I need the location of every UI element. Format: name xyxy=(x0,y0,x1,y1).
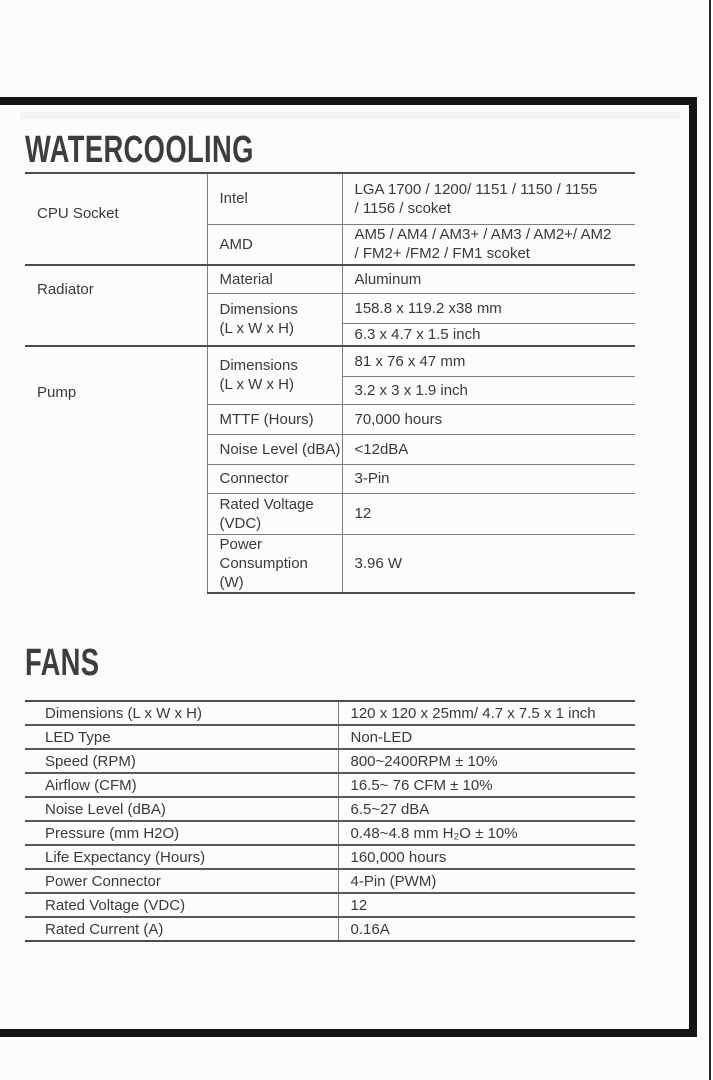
row-value: Non-LED xyxy=(338,725,635,749)
row-label-radiator-dimensions xyxy=(207,293,342,346)
table-row xyxy=(25,265,635,293)
row-value: 4-Pin (PWM) xyxy=(338,869,635,893)
row-label: Dimensions (L x W x H) xyxy=(25,701,338,725)
table-row xyxy=(25,821,635,845)
group-label-cpu-socket: CPU Socket xyxy=(25,173,207,265)
row-label: Speed (RPM) xyxy=(25,749,338,773)
section-title-fans: FANS xyxy=(25,642,100,684)
row-value-amd xyxy=(342,224,635,265)
table-row xyxy=(25,893,635,917)
table-row xyxy=(25,845,635,869)
row-label-connector: Connector xyxy=(207,464,342,493)
table-row xyxy=(25,701,635,725)
section-title-watercooling: WATERCOOLING xyxy=(25,129,254,171)
row-value: 0.48~4.8 mm H₂O ± 10% xyxy=(338,821,635,845)
table-row xyxy=(25,749,635,773)
row-label: Life Expectancy (Hours) xyxy=(25,845,338,869)
group-label-pump: Pump xyxy=(25,346,207,593)
row-value: 12 xyxy=(338,893,635,917)
label-line: Dimensions xyxy=(219,301,298,319)
row-value-pump-dimensions-mm: 81 x 76 x 47 mm xyxy=(342,346,635,376)
label-line: Dimensions xyxy=(219,357,298,375)
row-value: 6.5~27 dBA xyxy=(338,797,635,821)
screen-edge-rule xyxy=(709,0,711,1080)
frame-border-top xyxy=(0,97,697,105)
row-value-material: Aluminum xyxy=(342,265,635,293)
frame-border-right xyxy=(689,97,697,1037)
table-row xyxy=(25,797,635,821)
row-value: 160,000 hours xyxy=(338,845,635,869)
row-label: Rated Current (A) xyxy=(25,917,338,941)
value-line: / FM2+ /FM2 / FM1 scoket xyxy=(354,245,530,263)
value-line: / 1156 / scoket xyxy=(354,199,451,217)
frame-shadow-band xyxy=(20,112,680,119)
table-row xyxy=(25,773,635,797)
row-value-connector: 3-Pin xyxy=(342,464,635,493)
row-value-power-consumption: 3.96 W xyxy=(342,534,635,593)
table-row xyxy=(25,346,635,376)
label-line: (L x W x H) xyxy=(219,376,294,394)
label-line: Consumption (W) xyxy=(219,554,308,591)
table-row xyxy=(25,917,635,941)
row-label-amd: AMD xyxy=(207,224,342,265)
spec-table-watercooling xyxy=(25,172,635,594)
row-label-rated-voltage xyxy=(207,493,342,534)
table-row xyxy=(25,173,635,224)
row-value-radiator-dimensions-mm: 158.8 x 119.2 x38 mm xyxy=(342,293,635,323)
row-value: 800~2400RPM ± 10% xyxy=(338,749,635,773)
label-line: (L x W x H) xyxy=(219,320,294,338)
row-label: Noise Level (dBA) xyxy=(25,797,338,821)
row-label: Pressure (mm H2O) xyxy=(25,821,338,845)
frame-border-bottom xyxy=(0,1029,697,1037)
row-label-intel: Intel xyxy=(207,173,342,224)
row-value-intel xyxy=(342,173,635,224)
row-label-pump-dimensions xyxy=(207,346,342,404)
row-label-material: Material xyxy=(207,265,342,293)
value-line: AM5 / AM4 / AM3+ / AM3 / AM2+/ AM2 xyxy=(354,226,612,244)
row-value-pump-noise: <12dBA xyxy=(342,434,635,464)
group-label-radiator: Radiator xyxy=(25,265,207,346)
row-value: 16.5~ 76 CFM ± 10% xyxy=(338,773,635,797)
value-line: LGA 1700 / 1200/ 1151 / 1150 / 1155 xyxy=(354,180,598,198)
row-value-pump-dimensions-inch: 3.2 x 3 x 1.9 inch xyxy=(342,376,635,404)
label-line: Rated Voltage xyxy=(219,495,314,513)
label-line: (VDC) xyxy=(219,514,262,532)
row-label: Rated Voltage (VDC) xyxy=(25,893,338,917)
row-value-rated-voltage: 12 xyxy=(342,493,635,534)
table-row xyxy=(25,725,635,749)
row-value-radiator-dimensions-inch: 6.3 x 4.7 x 1.5 inch xyxy=(342,323,635,346)
table-row xyxy=(25,869,635,893)
label-line: Power xyxy=(219,535,263,553)
row-label-power-consumption xyxy=(207,534,342,593)
row-label: Power Connector xyxy=(25,869,338,893)
row-label-mttf: MTTF (Hours) xyxy=(207,404,342,434)
row-label-pump-noise: Noise Level (dBA) xyxy=(207,434,342,464)
row-label: Airflow (CFM) xyxy=(25,773,338,797)
row-value: 120 x 120 x 25mm/ 4.7 x 7.5 x 1 inch xyxy=(338,701,635,725)
row-value-mttf: 70,000 hours xyxy=(342,404,635,434)
row-value: 0.16A xyxy=(338,917,635,941)
row-label: LED Type xyxy=(25,725,338,749)
spec-table-fans xyxy=(25,700,635,942)
